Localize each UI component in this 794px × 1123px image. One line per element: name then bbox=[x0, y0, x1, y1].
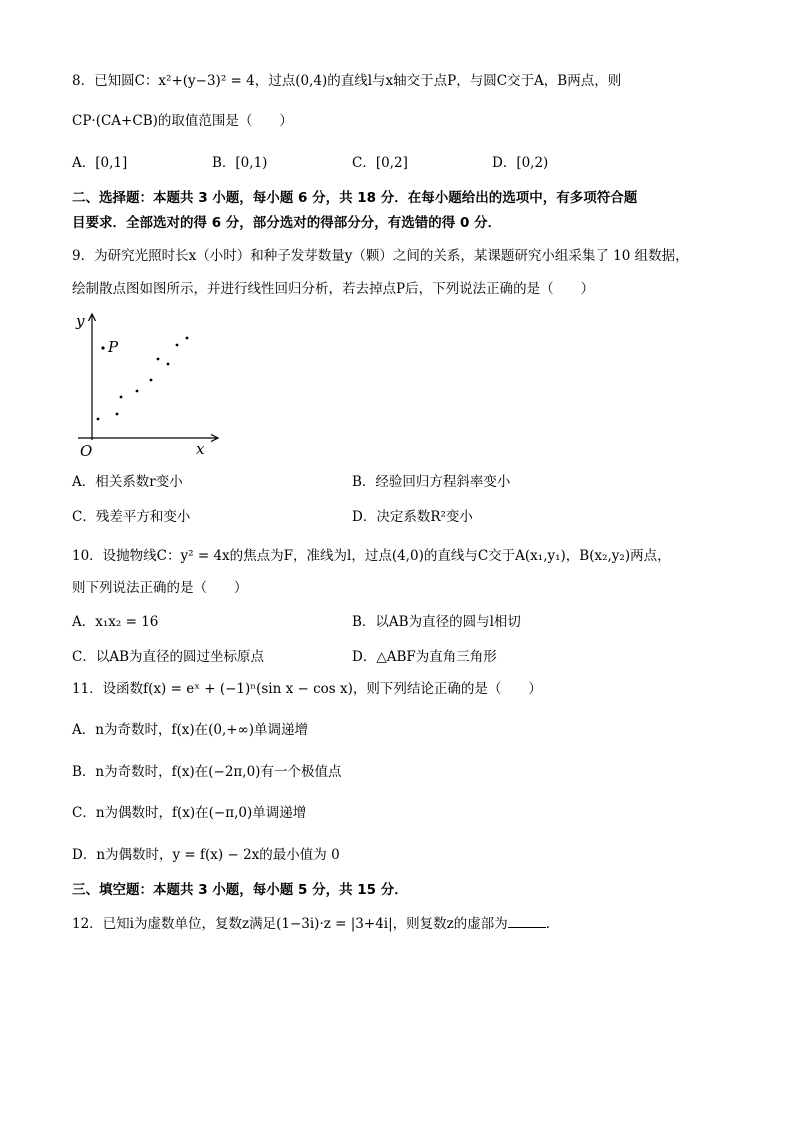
origin-label: O bbox=[80, 442, 93, 460]
q8-stem-line2: CP·(CA+CB)的取值范围是（ ） bbox=[72, 113, 293, 129]
scatter-point bbox=[167, 363, 170, 366]
q9-scatter-plot bbox=[70, 308, 230, 460]
scatter-point bbox=[186, 337, 189, 340]
answer-blank[interactable] bbox=[508, 913, 546, 928]
scatter-point bbox=[116, 413, 119, 416]
q9-option-b: B．经验回归方程斜率变小 bbox=[352, 474, 511, 490]
q11-option-a: A．n为奇数时，f(x)在(0,+∞)单调递增 bbox=[72, 722, 309, 738]
q8-option-a: A．[0,1] bbox=[72, 155, 128, 171]
q10-option-d: D．△ABF为直角三角形 bbox=[352, 649, 497, 665]
q9-option-c: C．残差平方和变小 bbox=[72, 509, 191, 525]
scatter-point bbox=[120, 396, 123, 399]
scatter-point bbox=[136, 390, 139, 393]
q8-option-c: C．[0,2] bbox=[352, 155, 408, 171]
scatter-point bbox=[157, 358, 160, 361]
section2-heading-line2: 目要求．全部选对的得 6 分，部分选对的得部分分，有选错的得 0 分． bbox=[72, 215, 502, 231]
q12-stem-end: ． bbox=[545, 916, 560, 932]
q12-stem-text: 12．已知i为虚数单位，复数z满足(1−3i)·z = |3+4i|，则复数z的虚部为 bbox=[72, 916, 508, 932]
q11-option-d: D．n为偶数时，y = f(x) − 2x的最小值为 0 bbox=[72, 847, 340, 863]
x-axis-label: x bbox=[196, 440, 205, 458]
q10-option-b: B．以AB为直径的圆与l相切 bbox=[352, 614, 521, 630]
q8-option-b: B．[0,1) bbox=[212, 155, 268, 171]
q12-stem bbox=[72, 913, 559, 934]
q9-stem-line2: 绘制散点图如图所示，并进行线性回归分析，若去掉点P后，下列说法正确的是（ ） bbox=[72, 281, 595, 297]
section2-heading-line1: 二、选择题：本题共 3 小题，每小题 6 分，共 18 分．在每小题给出的选项中，有多项符合题 bbox=[72, 190, 638, 206]
section3-heading: 三、填空题：本题共 3 小题，每小题 5 分，共 15 分． bbox=[72, 882, 408, 898]
scatter-point bbox=[150, 379, 153, 382]
q8-stem-line1: 8．已知圆C：x²+(y−3)² = 4，过点(0,4)的直线l与x轴交于点P，与圆C交于A，B两点，则 bbox=[72, 73, 622, 89]
y-axis-label: y bbox=[76, 312, 85, 330]
q11-option-b: B．n为奇数时，f(x)在(−2π,0)有一个极值点 bbox=[72, 764, 342, 780]
q10-option-a: A．x₁x₂ = 16 bbox=[72, 614, 159, 630]
q9-stem-line1: 9．为研究光照时长x（小时）和种子发芽数量y（颗）之间的关系，某课题研究小组采集了 10 组数据， bbox=[72, 248, 689, 264]
q9-option-a: A．相关系数r变小 bbox=[72, 474, 183, 490]
point-p bbox=[101, 346, 104, 349]
q9-option-d: D．决定系数R²变小 bbox=[352, 509, 473, 525]
q10-stem-line2: 则下列说法正确的是（ ） bbox=[72, 580, 248, 596]
q10-stem-line1: 10．设抛物线C：y² = 4x的焦点为F，准线为l，过点(4,0)的直线与C交于A(x₁,y₁)，B(x₂,y₂)两点， bbox=[72, 548, 671, 564]
point-p-label: P bbox=[108, 338, 119, 356]
q11-option-c: C．n为偶数时，f(x)在(−π,0)单调递增 bbox=[72, 805, 307, 821]
scatter-point bbox=[97, 418, 100, 421]
q10-option-c: C．以AB为直径的圆过坐标原点 bbox=[72, 649, 264, 665]
q8-option-d: D．[0,2) bbox=[492, 155, 549, 171]
q11-stem: 11．设函数f(x) = eˣ + (−1)ⁿ(sin x − cos x)，则下列结论正确的是（ ） bbox=[72, 681, 542, 697]
scatter-point bbox=[176, 344, 179, 347]
